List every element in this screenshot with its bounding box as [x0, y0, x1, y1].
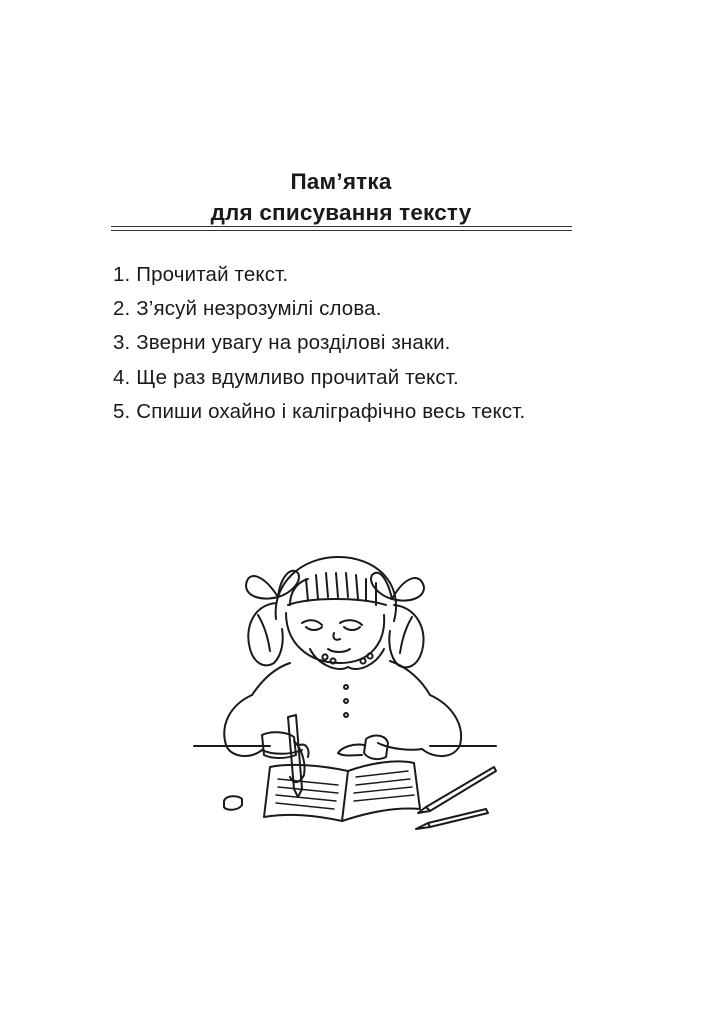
- mouth: [328, 649, 350, 652]
- memo-step-2: 2. З’ясуй незрозумілі слова.: [113, 297, 382, 321]
- memo-step-4: 4. Ще раз вдумливо прочитай текст.: [113, 365, 459, 389]
- right-eye: [340, 620, 362, 625]
- divider-line-top: [111, 226, 572, 227]
- double-rule-divider: [111, 226, 572, 233]
- left-bow: [246, 576, 278, 599]
- memo-title: [110, 166, 572, 228]
- right-cuff: [364, 736, 388, 760]
- memo-step-3: 3. Зверни увагу на розділові знаки.: [113, 331, 451, 355]
- notebook-right-page: [342, 761, 420, 821]
- memo-step-5: 5. Спиши охайно і каліграфічно весь текст.: [113, 399, 526, 423]
- right-hand: [338, 744, 364, 755]
- eraser: [224, 796, 242, 810]
- memo-title-line-2: для списування тексту: [210, 200, 472, 225]
- divider-line-bottom: [111, 230, 572, 231]
- right-bow: [392, 578, 424, 601]
- memo-title-line-1: Пам’ятка: [290, 169, 392, 194]
- left-eye: [302, 620, 322, 625]
- memo-step-1: 1. Прочитай текст.: [113, 263, 289, 286]
- pencil-lower: [428, 809, 488, 827]
- memo-steps-list: [113, 258, 525, 429]
- pencil-upper: [426, 767, 496, 811]
- girl-writing-illustration: [190, 545, 510, 835]
